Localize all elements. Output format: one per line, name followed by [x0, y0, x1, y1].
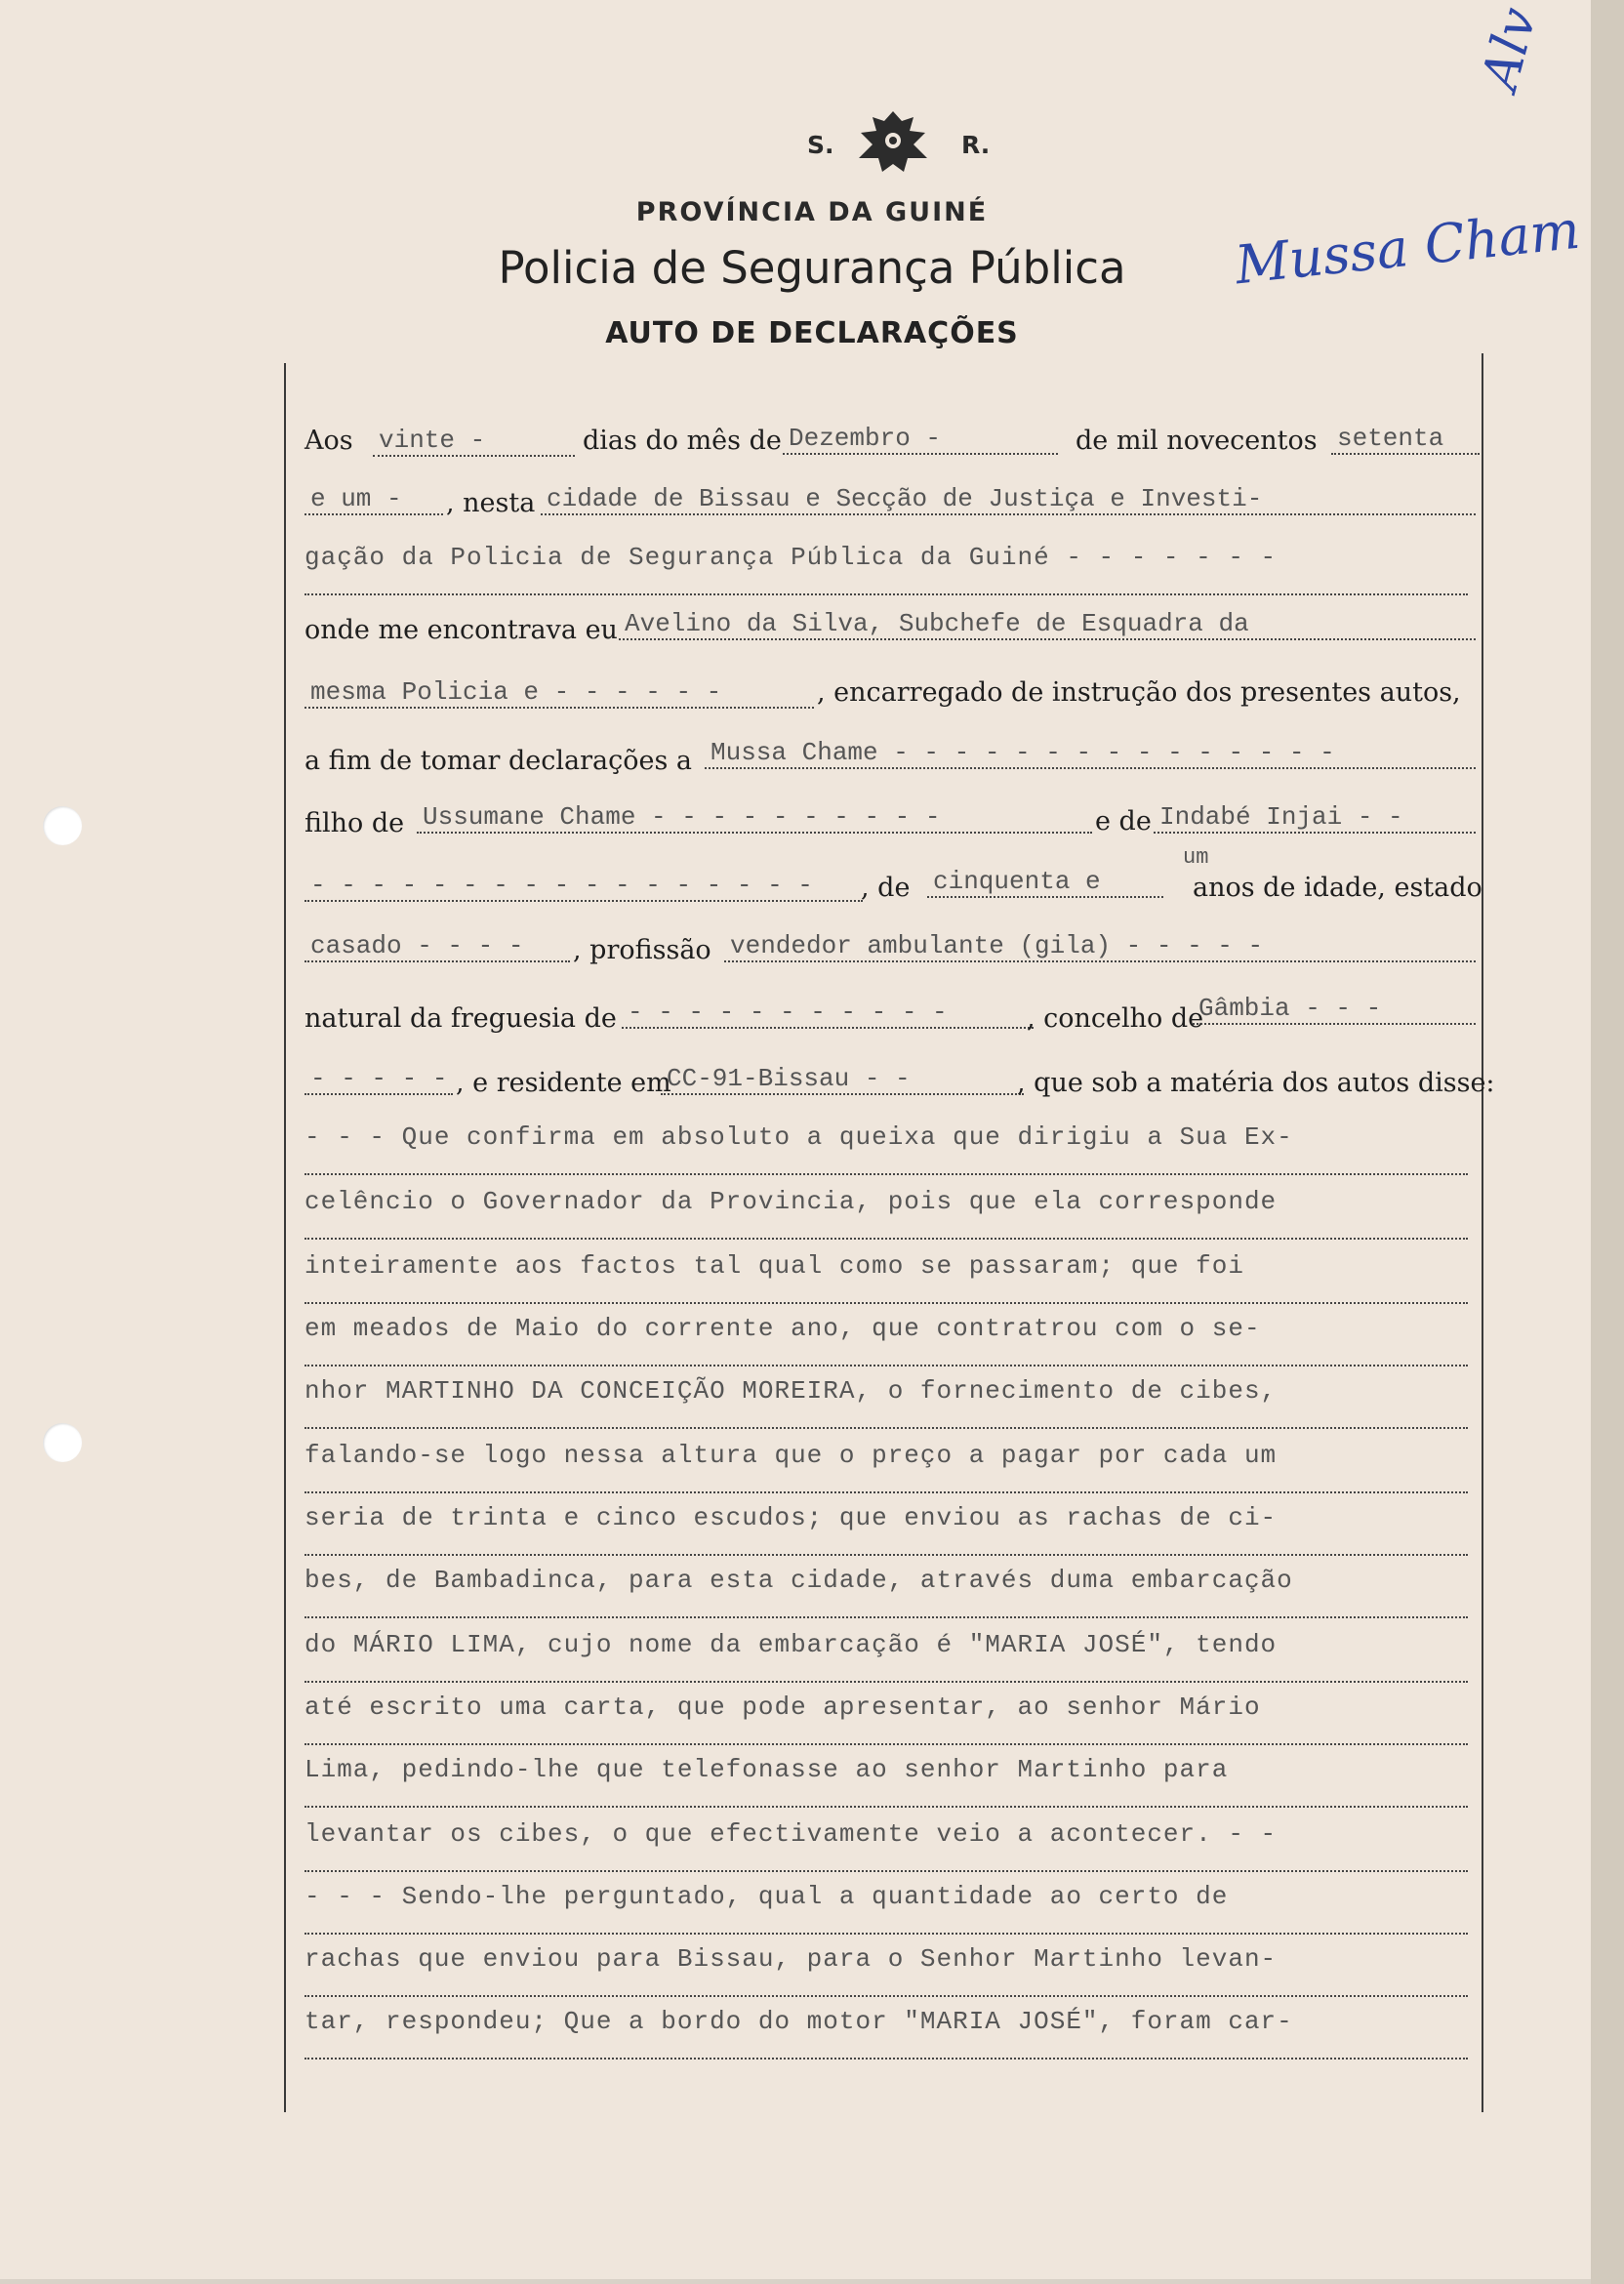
label-de: , de [861, 873, 911, 903]
label-anos: anos de idade, estado [1193, 873, 1482, 903]
field-parish: - - - - - - - - - - - [622, 998, 1034, 1029]
label-filho: filho de [304, 808, 405, 838]
label-mil-novecentos: de mil novecentos [1076, 426, 1318, 456]
statement-line: até escrito uma carta, que pode apresentar, ao senhor Mário [304, 1693, 1468, 1745]
statement-line: bes, de Bambadinca, para esta cidade, através duma embarcação [304, 1566, 1468, 1618]
form-line-residence [304, 1060, 1495, 1111]
field-day: vinte - [373, 426, 575, 457]
form-line-declarant [304, 734, 1485, 785]
form-line-place [304, 480, 1485, 531]
crest-left-letter: S. [807, 131, 834, 159]
agency-title: Policia de Segurança Pública [498, 242, 1126, 294]
field-month: Dezembro - [783, 424, 1058, 455]
field-father: Ussumane Chame - - - - - - - - - - [417, 802, 1092, 834]
label-e-de: e de [1095, 806, 1152, 836]
field-year-b: e um - [304, 484, 443, 515]
statement-line: em meados de Maio do corrente ano, que contratrou com o se- [304, 1314, 1468, 1366]
statement-line: tar, respondeu; Que a bordo do motor "MARIA JOSÉ", foram car- [304, 2007, 1468, 2060]
label-dias-do-mes: dias do mês de [583, 426, 782, 456]
label-profissao: , profissão [573, 935, 711, 965]
statement-line: inteiramente aos factos tal qual como se passaram; que foi [304, 1251, 1468, 1304]
field-mother: Indabé Injai - - [1154, 802, 1476, 834]
coat-of-arms-icon [849, 107, 937, 178]
label-onde: onde me encontrava eu [304, 615, 618, 645]
field-place-2: gação da Policia de Segurança Pública da Guiné - - - - - - - [304, 543, 1468, 595]
statement-line: - - - Que confirma em absoluto a queixa que dirigiu a Sua Ex- [304, 1122, 1468, 1175]
field-county: Gâmbia - - - [1193, 994, 1476, 1025]
field-age-superscript: um [1183, 845, 1209, 870]
label-aos: Aos [304, 426, 353, 456]
label-nesta: , nesta [446, 488, 536, 518]
label-disse: , que sob a matéria dos autos disse: [1017, 1068, 1495, 1098]
document-type-title: AUTO DE DECLARAÇÕES [605, 316, 1019, 350]
statement-line: rachas que enviou para Bissau, para o Senhor Martinho levan- [304, 1944, 1468, 1997]
field-officer-2: mesma Policia e - - - - - - [304, 677, 814, 709]
handwritten-name: Mussa Cham [1232, 198, 1583, 297]
form-line-parents [304, 798, 1485, 849]
form-line-profession [304, 927, 1485, 978]
field-age: cinquenta e [927, 867, 1163, 898]
crest-right-letter: R. [961, 131, 991, 159]
label-fim: a fim de tomar declarações a [304, 746, 693, 776]
statement-line: Lima, pedindo-lhe que telefonasse ao senhor Martinho para [304, 1755, 1468, 1808]
field-civil-status: casado - - - - [304, 931, 570, 962]
field-profession: vendedor ambulante (gila) - - - - - [724, 931, 1476, 962]
punch-hole-bottom [43, 1423, 82, 1462]
form-border-left [284, 363, 286, 2112]
form-line-age [304, 845, 1485, 912]
field-residence: CC-91-Bissau - - [661, 1064, 1024, 1095]
statement-line: seria de trinta e cinco escudos; que enviou as rachas de ci- [304, 1503, 1468, 1556]
province-title: PROVÍNCIA DA GUINÉ [635, 197, 989, 227]
label-residente: , e residente em [456, 1068, 671, 1098]
field-officer-1: Avelino da Silva, Subchefe de Esquadra da [619, 609, 1476, 640]
statement-line: - - - Sendo-lhe perguntado, qual a quantidade ao certo de [304, 1882, 1468, 1935]
statement-line: celêncio o Governador da Provincia, pois que ela corresponde [304, 1187, 1468, 1240]
form-line-date [304, 420, 1485, 470]
field-declarant: Mussa Chame - - - - - - - - - - - - - - - [705, 738, 1476, 769]
form-line-officer-2 [304, 673, 1485, 724]
statement-line: do MÁRIO LIMA, cujo nome da embarcação é "MARIA JOSÉ", tendo [304, 1630, 1468, 1683]
form-line-officer [304, 605, 1485, 656]
statement-line: levantar os cibes, o que efectivamente veio a acontecer. - - [304, 1819, 1468, 1872]
handwritten-initials: Alv [1470, 1, 1549, 97]
form-line-origin [304, 994, 1485, 1044]
field-year-a: setenta [1331, 424, 1480, 455]
field-place-1: cidade de Bissau e Secção de Justiça e Investi- [541, 484, 1476, 515]
field-county-cont: - - - - - [304, 1064, 453, 1095]
statement-line: falando-se logo nessa altura que o preço a pagar por cada um [304, 1441, 1468, 1493]
label-encarregado: , encarregado de instrução dos presentes autos, [817, 677, 1461, 708]
field-mother-cont: - - - - - - - - - - - - - - - - - [304, 871, 863, 902]
punch-hole-top [43, 806, 82, 845]
statement-line: nhor MARTINHO DA CONCEIÇÃO MOREIRA, o fornecimento de cibes, [304, 1376, 1468, 1429]
label-natural: natural da freguesia de [304, 1003, 617, 1034]
label-concelho: , concelho de [1027, 1003, 1204, 1034]
